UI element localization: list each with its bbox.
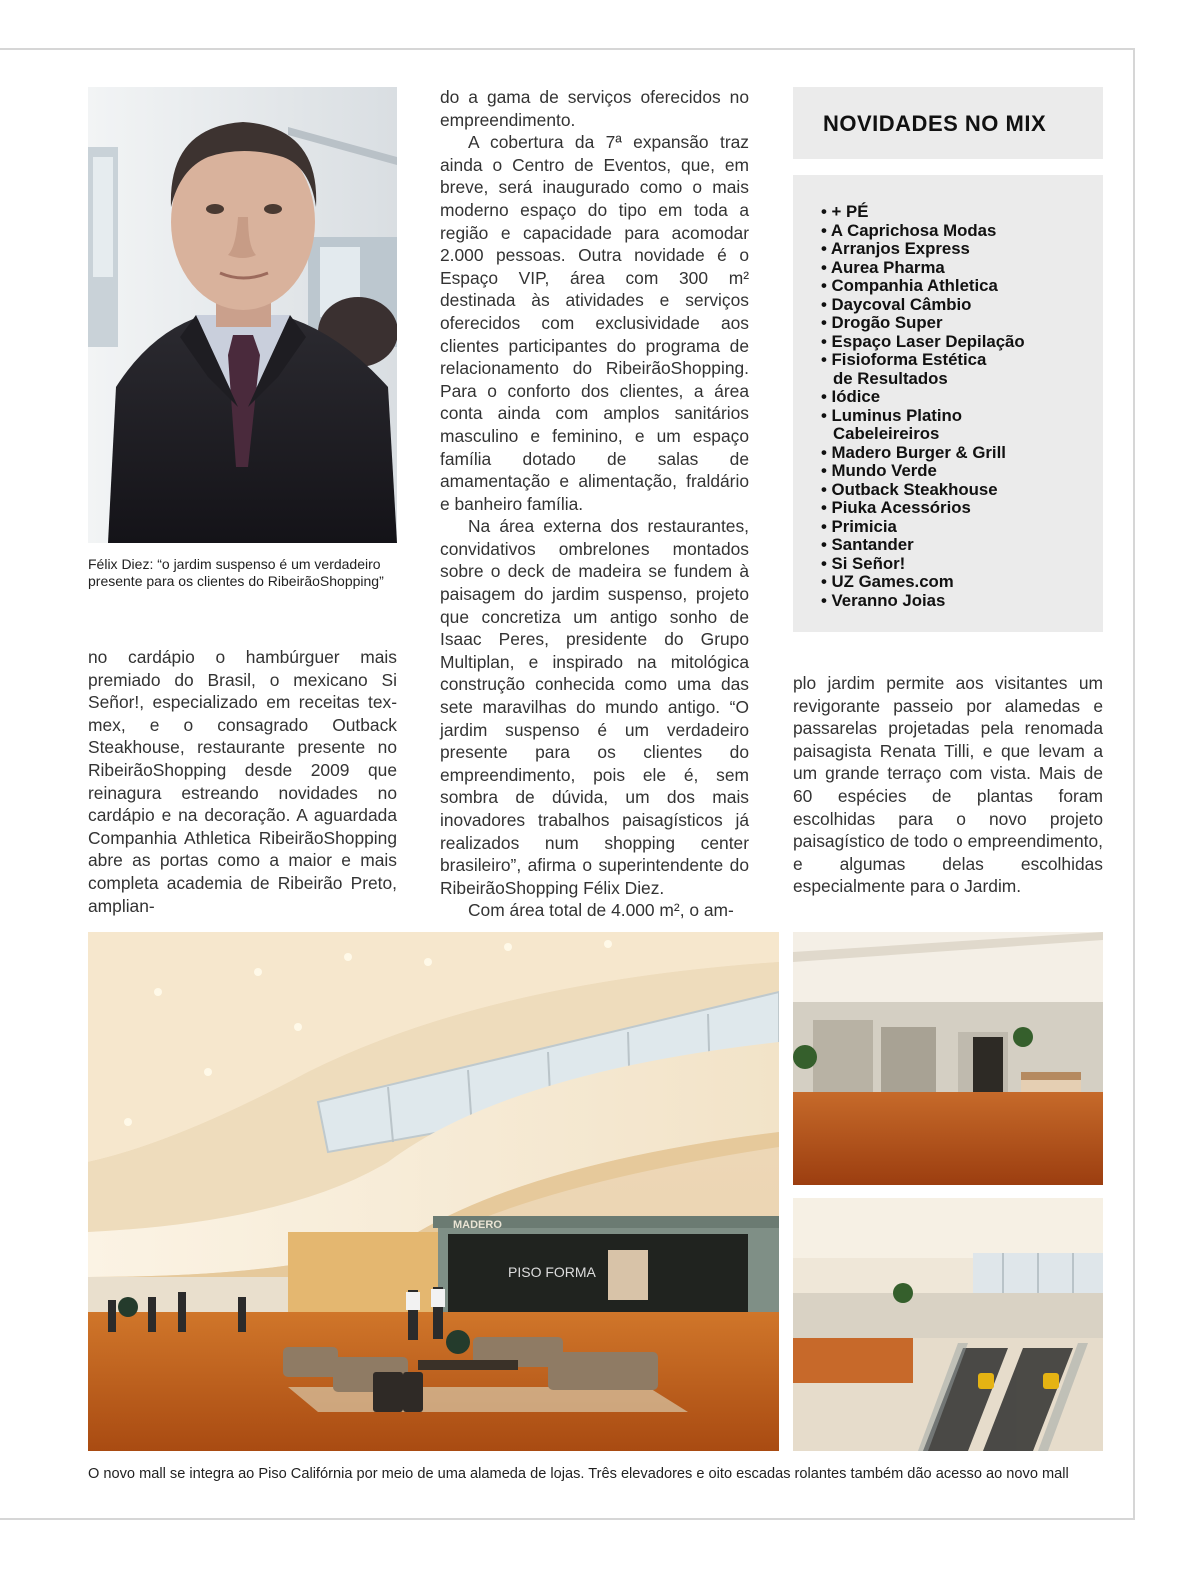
list-item: • UZ Games.com: [821, 572, 954, 591]
store-sign: PISO FORMA: [508, 1264, 596, 1280]
paragraph: no cardápio o hambúrguer mais premiado do Brasil, o mexicano Si Señor!, especializado em receitas tex-mex, e o consagrado Outback Steakhouse, restaurante presente no RibeirãoShopping desde 2009 que reinagura estreando novidades no cardápio e na decoração. A aguardada Companhia Athletica RibeirãoShopping abre as portas como a maior e mais completa academia de Ribeirão Preto, amplian-: [88, 647, 397, 916]
article-column-2: [440, 86, 749, 922]
list-item: • Drogão Super: [821, 313, 943, 332]
sidebar-title: NOVIDADES NO MIX: [823, 111, 1047, 136]
photos-caption: O novo mall se integra ao Piso Califórnia por meio de uma alameda de lojas. Três elevadores e oito escadas rolantes também dão acesso ao novo mall: [88, 1466, 1069, 1482]
list-item: • Primicia: [821, 516, 897, 536]
page-frame-top: [0, 48, 1135, 50]
list-item: • Espaço Laser Depilação: [821, 331, 1025, 351]
list-item: • Outback Steakhouse: [821, 479, 998, 499]
sidebar-header: [793, 87, 1103, 159]
list-item: • Piuka Acessórios: [821, 498, 971, 517]
mall-interior-photo: [88, 932, 779, 1451]
list-item: • Santander: [821, 535, 914, 554]
article-column-1: [88, 646, 397, 917]
list-item: • Madero Burger & Grill: [821, 442, 1006, 462]
elevators-photo: [793, 932, 1103, 1185]
list-item: • Arranjos Express: [821, 239, 970, 258]
paragraph: Com área total de 4.000 m², o am-: [468, 900, 734, 921]
list-item: • Veranno Joias: [821, 590, 946, 610]
list-item: • Mundo Verde: [821, 461, 937, 480]
sidebar-list-box: [793, 175, 1103, 632]
list-item-continuation: de Resultados: [833, 368, 948, 388]
paragraph: A cobertura da 7ª expansão traz ainda o Centro de Eventos, que, em breve, será inaugurado como o mais moderno espaço do tipo em toda a região e capacidade para acomodar 2.000 pessoas. Outra novidade é o Espaço VIP, área com 300 m² destinada às atividades e serviços oferecidos com exclusividade aos clientes participantes do programa de relacionamento do RibeirãoShopping. Para o conforto dos clientes, a área conta ainda com amplos sanitários masculino e feminino, e um espaço família dotado de salas de amamentação e alimentação, fraldário e banheiro família.: [440, 132, 749, 514]
list-item: • Daycoval Câmbio: [821, 294, 972, 314]
list-item: • Fisioforma Estética: [821, 350, 987, 369]
list-item: • A Caprichosa Modas: [821, 220, 997, 240]
portrait-caption: Félix Diez: “o jardim suspenso é um verdadeiro presente para os clientes do RibeirãoShopping”: [88, 556, 384, 589]
list-item: • + PÉ: [821, 202, 869, 221]
restaurant-sign: MADERO: [453, 1219, 502, 1231]
page-frame-right: [1133, 48, 1135, 1520]
list-item-continuation: Cabeleireiros: [833, 424, 940, 443]
list-item: • Si Señor!: [821, 553, 906, 573]
list-item: • Luminus Platino: [821, 405, 963, 425]
article-column-3: [793, 672, 1103, 898]
paragraph: plo jardim permite aos visitantes um revigorante passeio por alamedas e passarelas projetadas pela renomada paisagista Renata Tilli, e que levam a um grande terraço com vista. Mais de 60 espécies de plantas foram escolhidas para o novo projeto paisagístico de todo o empreendimento, e algumas delas escolhidas especialmente para o Jardim.: [793, 673, 1103, 897]
store-list: [821, 203, 1025, 610]
page-frame-bottom: [0, 1518, 1135, 1520]
escalators-photo: [793, 1198, 1103, 1451]
portrait-photo: [88, 87, 397, 543]
list-item: • Aurea Pharma: [821, 257, 945, 277]
list-item: • Iódice: [821, 387, 881, 406]
paragraph: do a gama de serviços oferecidos no empreendimento.: [440, 87, 749, 130]
list-item: • Companhia Athletica: [821, 276, 998, 295]
paragraph: Na área externa dos restaurantes, convidativos ombrelones montados sobre o deck de madeira se fundem à paisagem do jardim suspenso, projeto que concretiza um antigo sonho de Isaac Peres, presidente do Grupo Multiplan, e inspirado na mitológica construção conhecida como uma das sete maravilhas do mundo antigo. “O jardim suspenso é um verdadeiro presente para os clientes do empreendimento, pois ele é, sem sombra de dúvida, um dos mais inovadores trabalhos paisagísticos já realizados num shopping center brasileiro”, afirma o superintendente do RibeirãoShopping Félix Diez.: [440, 516, 749, 898]
